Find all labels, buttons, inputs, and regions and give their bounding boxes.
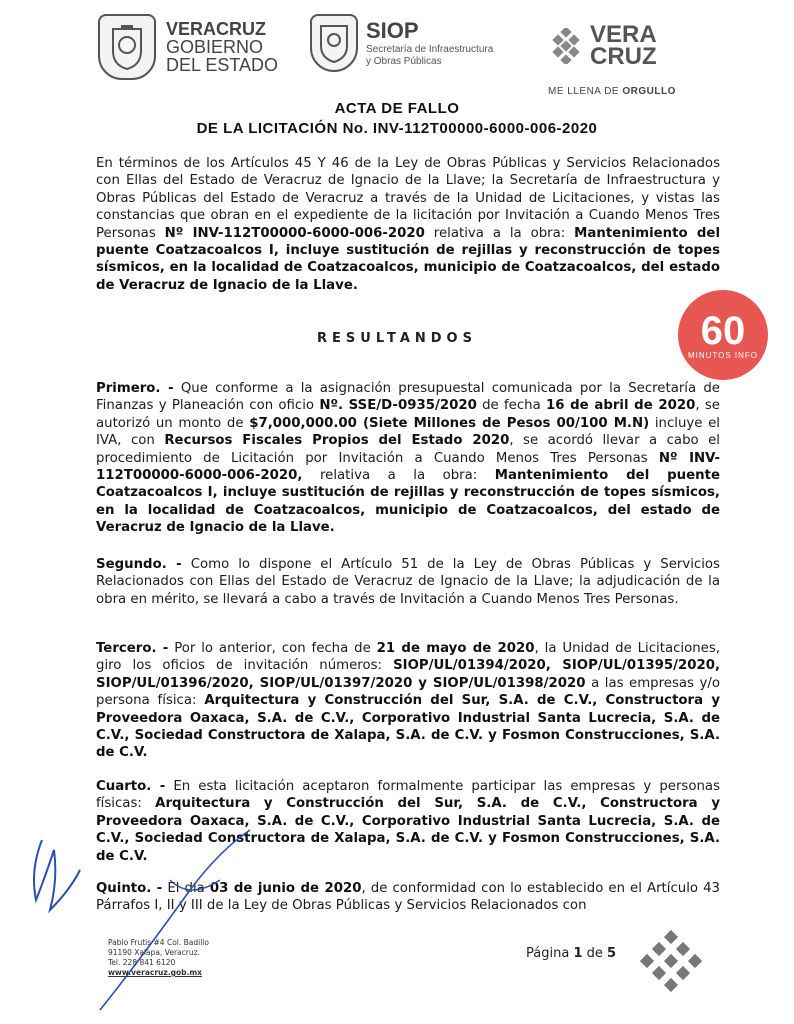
- veracruz-knot-footer-icon: [640, 930, 702, 992]
- siop-sub1: Secretaría de Infraestructura: [366, 44, 494, 55]
- quinto-text-2: , de conformidad con lo establecido en el Artículo 43 Párrafos I, II y III de la Ley de Obras Públicas y Servicios Relacionados con: [96, 881, 720, 914]
- gobierno-line1: VERACRUZ: [166, 19, 267, 39]
- primero-bold-5: Nº INV-112T00000-6000-006-2020,: [96, 450, 720, 484]
- tercero-text-2: , la Unidad de Licitaciones, giro los oficios de invitación números:: [96, 641, 721, 674]
- primero-text-3: , se autorizó un monto de: [96, 398, 720, 431]
- cuarto-text-1: En esta licitación aceptaron formalmente participar las empresas y personas físicas:: [96, 779, 720, 812]
- primero-bold-4: Recursos Fiscales Propios del Estado 2020: [164, 433, 510, 449]
- siop-logo: [310, 14, 493, 72]
- tercero-text-1: Por lo anterior, con fecha de: [168, 641, 377, 656]
- quinto-text-1: El día: [162, 881, 210, 896]
- cuarto-label: Cuarto. -: [96, 779, 166, 794]
- document-header: [0, 14, 794, 102]
- intro-paragraph: [96, 155, 720, 294]
- footer-addr3: Tel. 228 841 6120: [108, 958, 176, 967]
- primero-bold-1: Nº. SSE/D-0935/2020: [319, 398, 477, 414]
- segundo-label: Segundo. -: [96, 557, 182, 572]
- tagline-pre: ME LLENA DE: [548, 86, 623, 97]
- tercero-paragraph: [96, 640, 720, 762]
- primero-paragraph: [96, 380, 720, 537]
- primero-bold-6: Mantenimiento del puente Coatzacoalcos I, incluye sustitución de rejillas y reconstrucción de topes sísmicos, en la localidad de Coatzacoalcos, municipio de Coatzacoalcos, del estado de Veracruz de Ignacio de la Llave.: [96, 468, 721, 536]
- tagline-bold: ORGULLO: [622, 86, 676, 97]
- page-number: [526, 946, 616, 961]
- primero-text-4: incluye el IVA, con: [96, 415, 720, 449]
- footer-address: [108, 938, 209, 978]
- page-total: 5: [607, 946, 617, 961]
- gobierno-logo: [98, 14, 278, 80]
- primero-text-2: de fecha: [476, 398, 546, 414]
- gobierno-text: [166, 20, 278, 74]
- cuarto-bold-1: Arquitectura y Construcción del Sur, S.A. de C.V., Constructora y Proveedora Oaxaca, S.A. de C.V., Corporativo Industrial Santa Lucrecia, S.A. de C.V., Sociedad Constructora de Xalapa, S.A. de C.V. y Fosmon Construcciones, S.A. de C.V.: [96, 796, 720, 864]
- quinto-label: Quinto. -: [96, 881, 163, 896]
- veracruz-tagline: [548, 86, 676, 97]
- veracruz-knot-icon: [548, 28, 584, 64]
- cuarto-paragraph: [96, 778, 720, 865]
- document-title-line2: DE LA LICITACIÓN No. INV-112T00000-6000-006-2020: [196, 120, 598, 137]
- intro-bold-1: Nº INV-112T00000-6000-006-2020: [164, 225, 425, 241]
- primero-text-6: relativa a la obra:: [302, 468, 495, 484]
- tercero-bold-1: 21 de mayo de 2020: [376, 641, 535, 656]
- quinto-paragraph: [96, 880, 720, 915]
- tercero-text-3: a las empresas y/o persona física:: [96, 675, 720, 709]
- tercero-bold-3: Arquitectura y Construcción del Sur, S.A. de C.V., Constructora y Proveedora Oaxaca, S.A. de C.V., Corporativo Industrial Santa Lucrecia, S.A. de C.V., Sociedad Constructora de Xalapa, S.A. de C.V. y Fosmon Construcciones, S.A. de C.V.: [96, 693, 720, 761]
- page-pre: Página: [526, 946, 574, 961]
- intro-text-1: En términos de los Artículos 45 Y 46 de la Ley de Obras Públicas y Servicios Relacionados con Ellas del Estado de Veracruz de Ignacio de la Llave; la Secretaría de Infraestructura y Obras Públicas del Estado de Veracruz a través de la Unidad de Licitaciones, y vistas las constancias que obran en el expediente de la licitación por Invitación a Cuando Menos Tres Personas: [96, 156, 720, 241]
- primero-bold-2: 16 de abril de 2020: [545, 398, 696, 414]
- watermark-stamp: [678, 290, 768, 380]
- siop-sub2: y Obras Públicas: [366, 56, 442, 67]
- veracruz-line1: VERA: [590, 21, 657, 48]
- stamp-number: 60: [700, 308, 746, 353]
- siop-text: [366, 18, 493, 68]
- veracruz-line2: CRUZ: [590, 43, 657, 70]
- siop-title: SIOP: [366, 18, 419, 43]
- segundo-paragraph: [96, 556, 720, 608]
- intro-bold-2: Mantenimiento del puente Coatzacoalcos I, incluye sustitución de rejillas y reconstrucción de topes sísmicos, en la localidad de Coatzacoalcos, municipio de Coatzacoalcos, del estado de Veracruz de Ignacio de la Llave.: [96, 225, 721, 293]
- coat-of-arms-icon: [98, 14, 156, 80]
- intro-text-2: relativa a la obra:: [424, 225, 575, 241]
- primero-label: Primero. -: [96, 381, 174, 396]
- primero-text-1: Que conforme a la asignación presupuestal comunicada por la Secretaría de Finanzas y Planeación con oficio: [96, 381, 720, 414]
- tercero-bold-2: SIOP/UL/01394/2020, SIOP/UL/01395/2020, SIOP/UL/01396/2020, SIOP/UL/01397/2020 y SIOP/UL/01398/2020: [96, 658, 721, 691]
- primero-bold-3: $7,000,000.00 (Siete Millones de Pesos 00/100 M.N): [249, 415, 650, 431]
- gobierno-line2: GOBIERNO: [166, 37, 264, 57]
- primero-text-5: , se acordó llevar a cabo el procedimiento de Licitación por Invitación a Cuando Menos Tres Personas: [96, 433, 720, 466]
- siop-seal-icon: [310, 14, 358, 72]
- tercero-label: Tercero. -: [96, 641, 169, 656]
- footer-website-link[interactable]: www.veracruz.gob.mx: [108, 968, 202, 977]
- footer-addr2: 91190 Xalapa, Veracruz.: [108, 948, 200, 957]
- footer-addr1: Pablo Frutis #4 Col. Badillo: [108, 938, 209, 947]
- resultandos-heading: RESULTANDOS: [317, 331, 477, 346]
- veracruz-wordmark: [590, 21, 657, 70]
- stamp-sub: MINUTOS INFO: [687, 350, 759, 360]
- gobierno-line3: DEL ESTADO: [166, 55, 279, 75]
- page-mid: de: [582, 946, 607, 961]
- veracruz-logo: [548, 21, 657, 70]
- segundo-text-1: Como lo dispone el Artículo 51 de la Ley de Obras Públicas y Servicios Relacionados con Ellas del Estado de Veracruz de Ignacio de la Llave; la adjudicación de la obra en mérito, se llevará a cabo a través de Invitación a Cuando Menos Tres Personas.: [96, 557, 720, 607]
- document-title-line1: ACTA DE FALLO: [334, 100, 460, 117]
- quinto-bold-1: 03 de junio de 2020: [209, 881, 362, 896]
- page-current: 1: [573, 946, 583, 961]
